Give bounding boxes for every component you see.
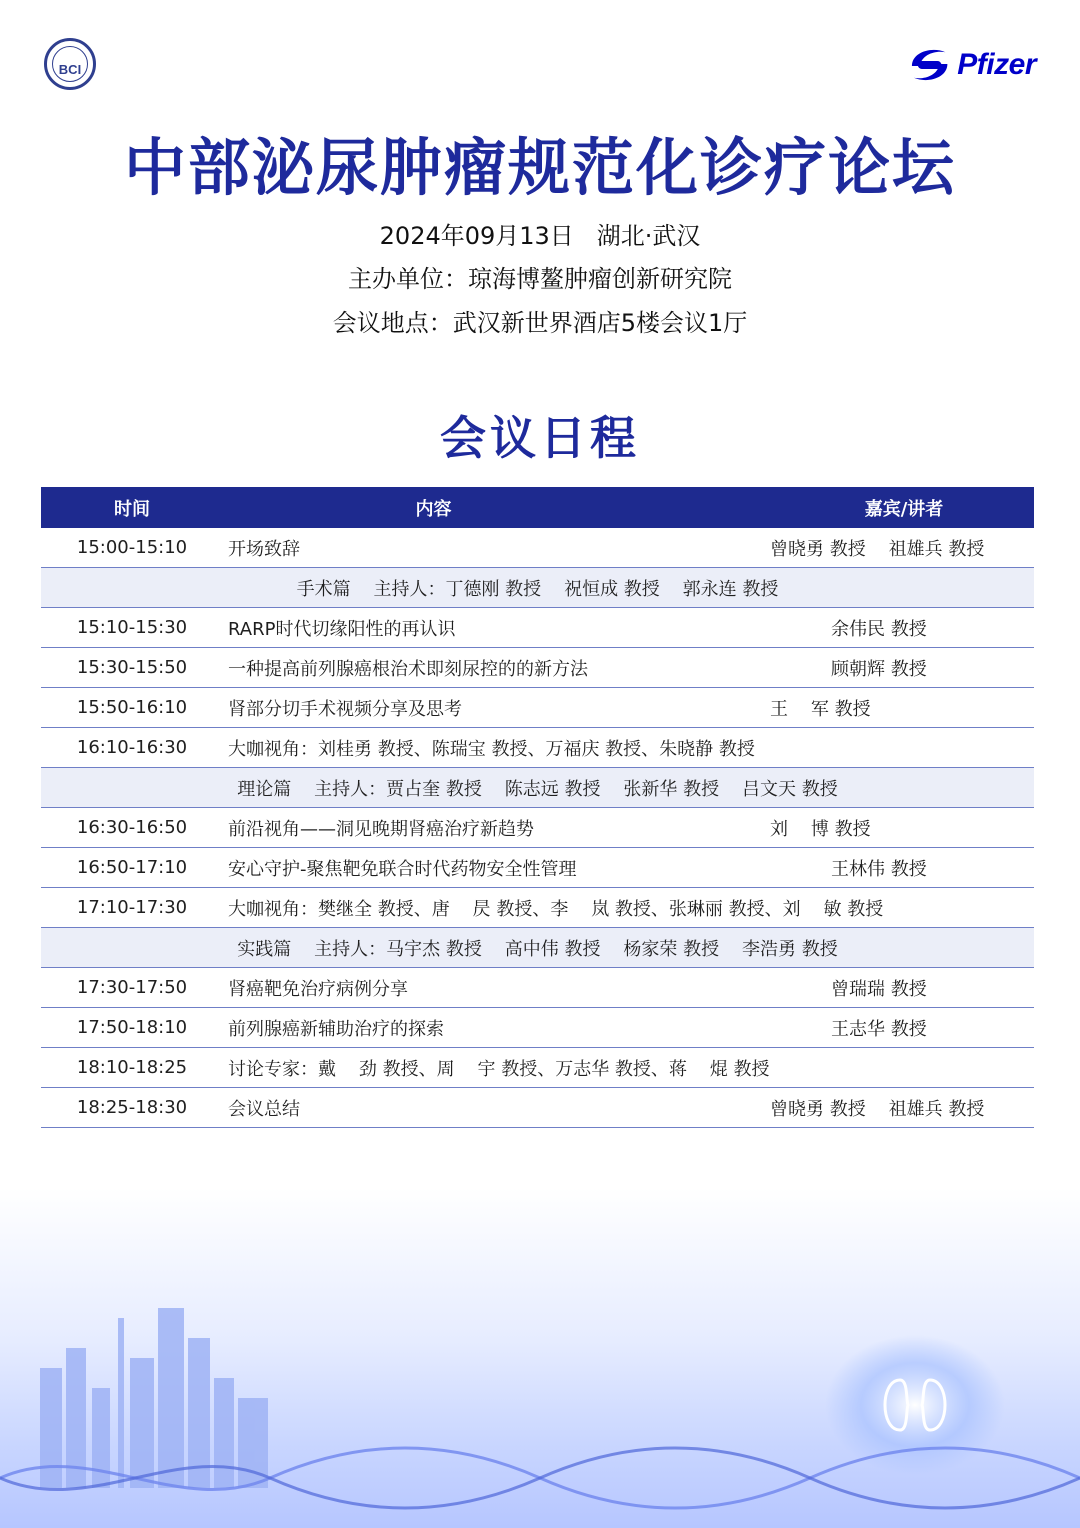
session-time: 18:25-18:30	[76, 1097, 188, 1118]
section-row	[41, 568, 1034, 608]
table-row	[41, 728, 1034, 768]
session-content: 一种提高前列腺癌根治术即刻尿控的的新方法	[228, 658, 588, 680]
section-label: 手术篇 主持人：丁德刚 教授 祝恒成 教授 郭永连 教授	[296, 578, 779, 600]
table-header	[41, 487, 1034, 528]
table-row	[41, 528, 1034, 568]
schedule-title: 会议日程	[440, 411, 640, 465]
pfizer-logo-text: Pfizer	[957, 48, 1036, 81]
table-row	[41, 808, 1034, 848]
session-time: 17:50-18:10	[76, 1017, 188, 1038]
pfizer-logo	[906, 40, 1036, 90]
section-label: 理论篇 主持人：贾占奎 教授 陈志远 教授 张新华 教授 吕文天 教授	[237, 778, 838, 800]
session-speaker: 余伟民 教授	[831, 618, 927, 640]
session-speaker: 曾瑞瑞 教授	[831, 978, 927, 1000]
session-speaker: 王林伟 教授	[831, 858, 927, 880]
header-content: 内容	[415, 498, 452, 520]
section-row	[41, 768, 1034, 808]
session-speaker: 曾晓勇 教授 祖雄兵 教授	[770, 538, 985, 560]
session-time: 16:50-17:10	[76, 857, 188, 878]
session-time: 15:00-15:10	[76, 537, 188, 558]
organizer: 主办单位：琼海博鳌肿瘤创新研究院	[348, 265, 732, 293]
session-time: 17:30-17:50	[76, 977, 188, 998]
schedule-table	[41, 487, 1034, 1128]
session-time: 16:10-16:30	[76, 737, 188, 758]
table-row	[41, 1008, 1034, 1048]
pfizer-swirl-icon	[906, 44, 953, 86]
session-content: 肾部分切手术视频分享及思考	[228, 698, 462, 720]
section-row	[41, 928, 1034, 968]
session-content: 大咖视角：刘桂勇 教授、陈瑞宝 教授、万福庆 教授、朱晓静 教授	[228, 738, 755, 760]
session-time: 15:50-16:10	[76, 697, 188, 718]
session-time: 15:30-15:50	[76, 657, 188, 678]
session-speaker: 曾晓勇 教授 祖雄兵 教授	[770, 1098, 985, 1120]
session-time: 18:10-18:25	[76, 1057, 188, 1078]
table-row	[41, 888, 1034, 928]
table-body	[41, 528, 1034, 1128]
session-speaker: 顾朝辉 教授	[831, 658, 927, 680]
table-row	[41, 848, 1034, 888]
dna-wave-decoration	[0, 1418, 1080, 1528]
date-location: 2024年09月13日 湖北·武汉	[379, 222, 701, 250]
session-content: 开场致辞	[228, 538, 300, 560]
header-speaker: 嘉宾/讲者	[864, 498, 944, 520]
session-content: 前沿视角——洞见晚期肾癌治疗新趋势	[228, 818, 534, 840]
session-content: 大咖视角：樊继全 教授、唐 昃 教授、李 岚 教授、张琳丽 教授、刘 敏 教授	[228, 898, 884, 920]
table-row	[41, 648, 1034, 688]
section-label: 实践篇 主持人：马宇杰 教授 高中伟 教授 杨家荣 教授 李浩勇 教授	[237, 938, 838, 960]
session-content: 会议总结	[228, 1098, 300, 1120]
table-row	[41, 1048, 1034, 1088]
table-row	[41, 688, 1034, 728]
page-title: 中部泌尿肿瘤规范化诊疗论坛	[123, 131, 956, 204]
session-time: 15:10-15:30	[76, 617, 188, 638]
session-speaker: 王 军 教授	[770, 698, 871, 720]
venue: 会议地点：武汉新世界酒店5楼会议1厅	[332, 309, 748, 337]
session-time: 16:30-16:50	[76, 817, 188, 838]
session-content: 前列腺癌新辅助治疗的探索	[228, 1018, 444, 1040]
table-row	[41, 968, 1034, 1008]
session-content: 安心守护-聚焦靶免联合时代药物安全性管理	[228, 858, 577, 880]
session-speaker: 刘 博 教授	[770, 818, 871, 840]
session-speaker: 王志华 教授	[831, 1018, 927, 1040]
session-content: RARP时代切缘阳性的再认识	[228, 618, 456, 640]
bci-logo-text: BCI	[58, 62, 82, 77]
table-row	[41, 1088, 1034, 1128]
table-row	[41, 608, 1034, 648]
session-content: 肾癌靶免治疗病例分享	[228, 978, 408, 1000]
session-content: 讨论专家：戴 劲 教授、周 宇 教授、万志华 教授、蒋 焜 教授	[228, 1058, 770, 1080]
bci-logo	[44, 38, 96, 90]
header-time: 时间	[114, 498, 150, 520]
session-time: 17:10-17:30	[76, 897, 188, 918]
